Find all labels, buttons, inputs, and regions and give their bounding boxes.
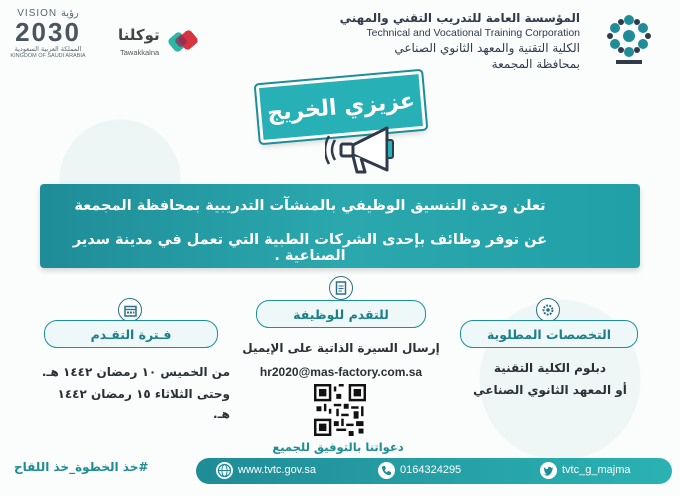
wishes-text [238, 440, 438, 454]
vision-label: VISION رؤية [17, 8, 79, 19]
apply-email-link[interactable]: hr2020@mas-factory.com.sa [259, 365, 423, 379]
specialties-line1: دبلوم الكلية التقنية [493, 361, 607, 375]
period-start: من الخميس ١٠ رمضان ١٤٤٢ هـ. [41, 365, 230, 379]
calendar-icon [118, 298, 142, 322]
tawakkalna-label-en: Tawakkalna [120, 48, 160, 57]
tawakkalna-logo [118, 22, 200, 62]
specialties-title [460, 320, 638, 348]
organization-block [310, 10, 580, 72]
period-end: وحتى الثلاثاء ١٥ رمضان ١٤٤٢ هـ. [57, 387, 230, 421]
phone-icon [378, 462, 395, 479]
vaccine-hashtag: #خذ الخطوة_خذ اللقاح [14, 460, 149, 474]
announcement-line2: عن توفر وظائف بإحدى الشركات الطبية التي تعمل في مدينة سدير الصناعية . [72, 232, 548, 264]
tawakkalna-icon [166, 24, 200, 58]
globe-icon [216, 462, 233, 479]
vision-kingdom-ar: المملكة العربية السعودية [14, 45, 82, 53]
document-icon [329, 276, 353, 300]
college-name: الكلية التقنية والمعهد الثانوي الصناعي [394, 41, 580, 55]
gear-icon [536, 298, 560, 322]
announcement-banner [40, 184, 640, 268]
period-title [44, 320, 218, 348]
apply-title [256, 300, 426, 328]
tawakkalna-label-ar: توكلنا [118, 26, 160, 44]
wishes-label: دعواتنا بالتوفيق للجميع [272, 440, 404, 454]
vision-year: 2030 [15, 17, 81, 47]
announcement-line1: تعلن وحدة التنسيق الوظيفي بالمنشآت التدريبية بمحافظة المجمعة [74, 198, 546, 214]
apply-instruction: إرسال السيرة الذاتية على الإيميل [242, 341, 440, 355]
twitter-handle[interactable]: tvtc_g_majma [562, 464, 631, 476]
college-location: بمحافظة المجمعة [491, 57, 580, 71]
twitter-icon [540, 462, 557, 479]
apply-title-label: للتقدم للوظيفة [293, 306, 389, 322]
qr-code-icon[interactable] [314, 384, 366, 436]
org-name-en: Technical and Vocational Training Corporation [366, 27, 580, 39]
vision-2030-logo [8, 8, 88, 64]
org-name-ar: المؤسسة العامة للتدريب التقني والمهني [339, 11, 580, 25]
footer-bar [0, 456, 680, 484]
specialties-title-label: التخصصات المطلوبة [486, 326, 612, 342]
specialties-line2: أو المعهد الثانوي الصناعي [473, 383, 627, 397]
tvtc-logo-icon [596, 8, 662, 70]
period-title-label: فـترة التقـدم [90, 326, 172, 342]
phone-number[interactable]: 0164324295 [400, 464, 462, 476]
dear-graduate-label: عزيزي الخريج [266, 88, 416, 126]
vision-kingdom-en: KINGDOM OF SAUDI ARABIA [10, 53, 86, 59]
megaphone-icon [325, 118, 405, 180]
website-link[interactable]: www.tvtc.gov.sa [238, 464, 317, 476]
